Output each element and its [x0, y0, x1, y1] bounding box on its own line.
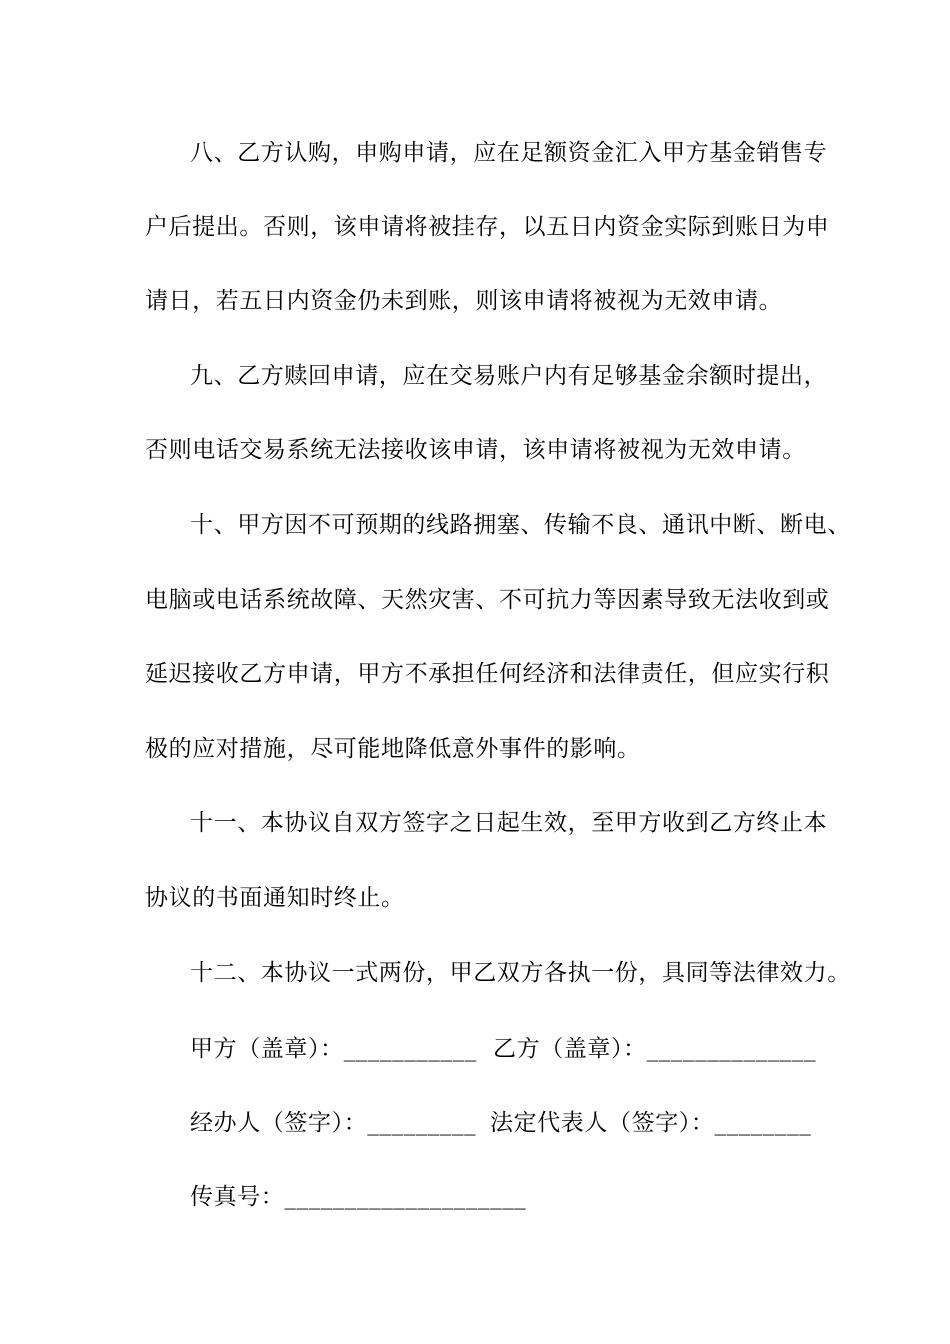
- clause-10-line-3: 延迟接收乙方申请，甲方不承担任何经济和法律责任，但应实行积: [145, 661, 830, 687]
- clause-10-line-4: 极的应对措施，尽可能地降低意外事件的影响。: [145, 736, 641, 762]
- clause-10-line-1: 十、甲方因不可预期的线路拥塞、传输不良、通讯中断、断电、: [190, 512, 851, 538]
- fax-number-field: 传真号：____________________: [190, 1184, 527, 1210]
- party-a-seal-field: 甲方（盖章）：___________: [190, 1036, 477, 1062]
- clause-8-line-1: 八、乙方认购，申购申请，应在足额资金汇入甲方基金销售专: [190, 140, 828, 166]
- legal-rep-signature-field: 法定代表人（签字）：________: [490, 1110, 812, 1136]
- clause-9-line-2: 否则电话交易系统无法接收该申请，该申请将被视为无效申请。: [145, 437, 806, 463]
- party-b-seal-field: 乙方（盖章）：______________: [493, 1036, 817, 1062]
- clause-8-line-3: 请日，若五日内资金仍未到账，则该申请将被视为无效申请。: [145, 288, 783, 314]
- handler-signature-field: 经办人（签字）：_________: [190, 1110, 477, 1136]
- clause-8-line-2: 户后提出。否则，该申请将被挂存，以五日内资金实际到账日为申: [145, 214, 830, 240]
- clause-12-line-1: 十二、本协议一式两份，甲乙双方各执一份，具同等法律效力。: [190, 960, 851, 986]
- clause-11-line-1: 十一、本协议自双方签字之日起生效，至甲方收到乙方终止本: [190, 810, 828, 836]
- clause-9-line-1: 九、乙方赎回申请，应在交易账户内有足够基金余额时提出，: [190, 363, 828, 389]
- clause-10-line-2: 电脑或电话系统故障、天然灾害、不可抗力等因素导致无法收到或: [145, 587, 830, 613]
- clause-11-line-2: 协议的书面通知时终止。: [145, 885, 405, 911]
